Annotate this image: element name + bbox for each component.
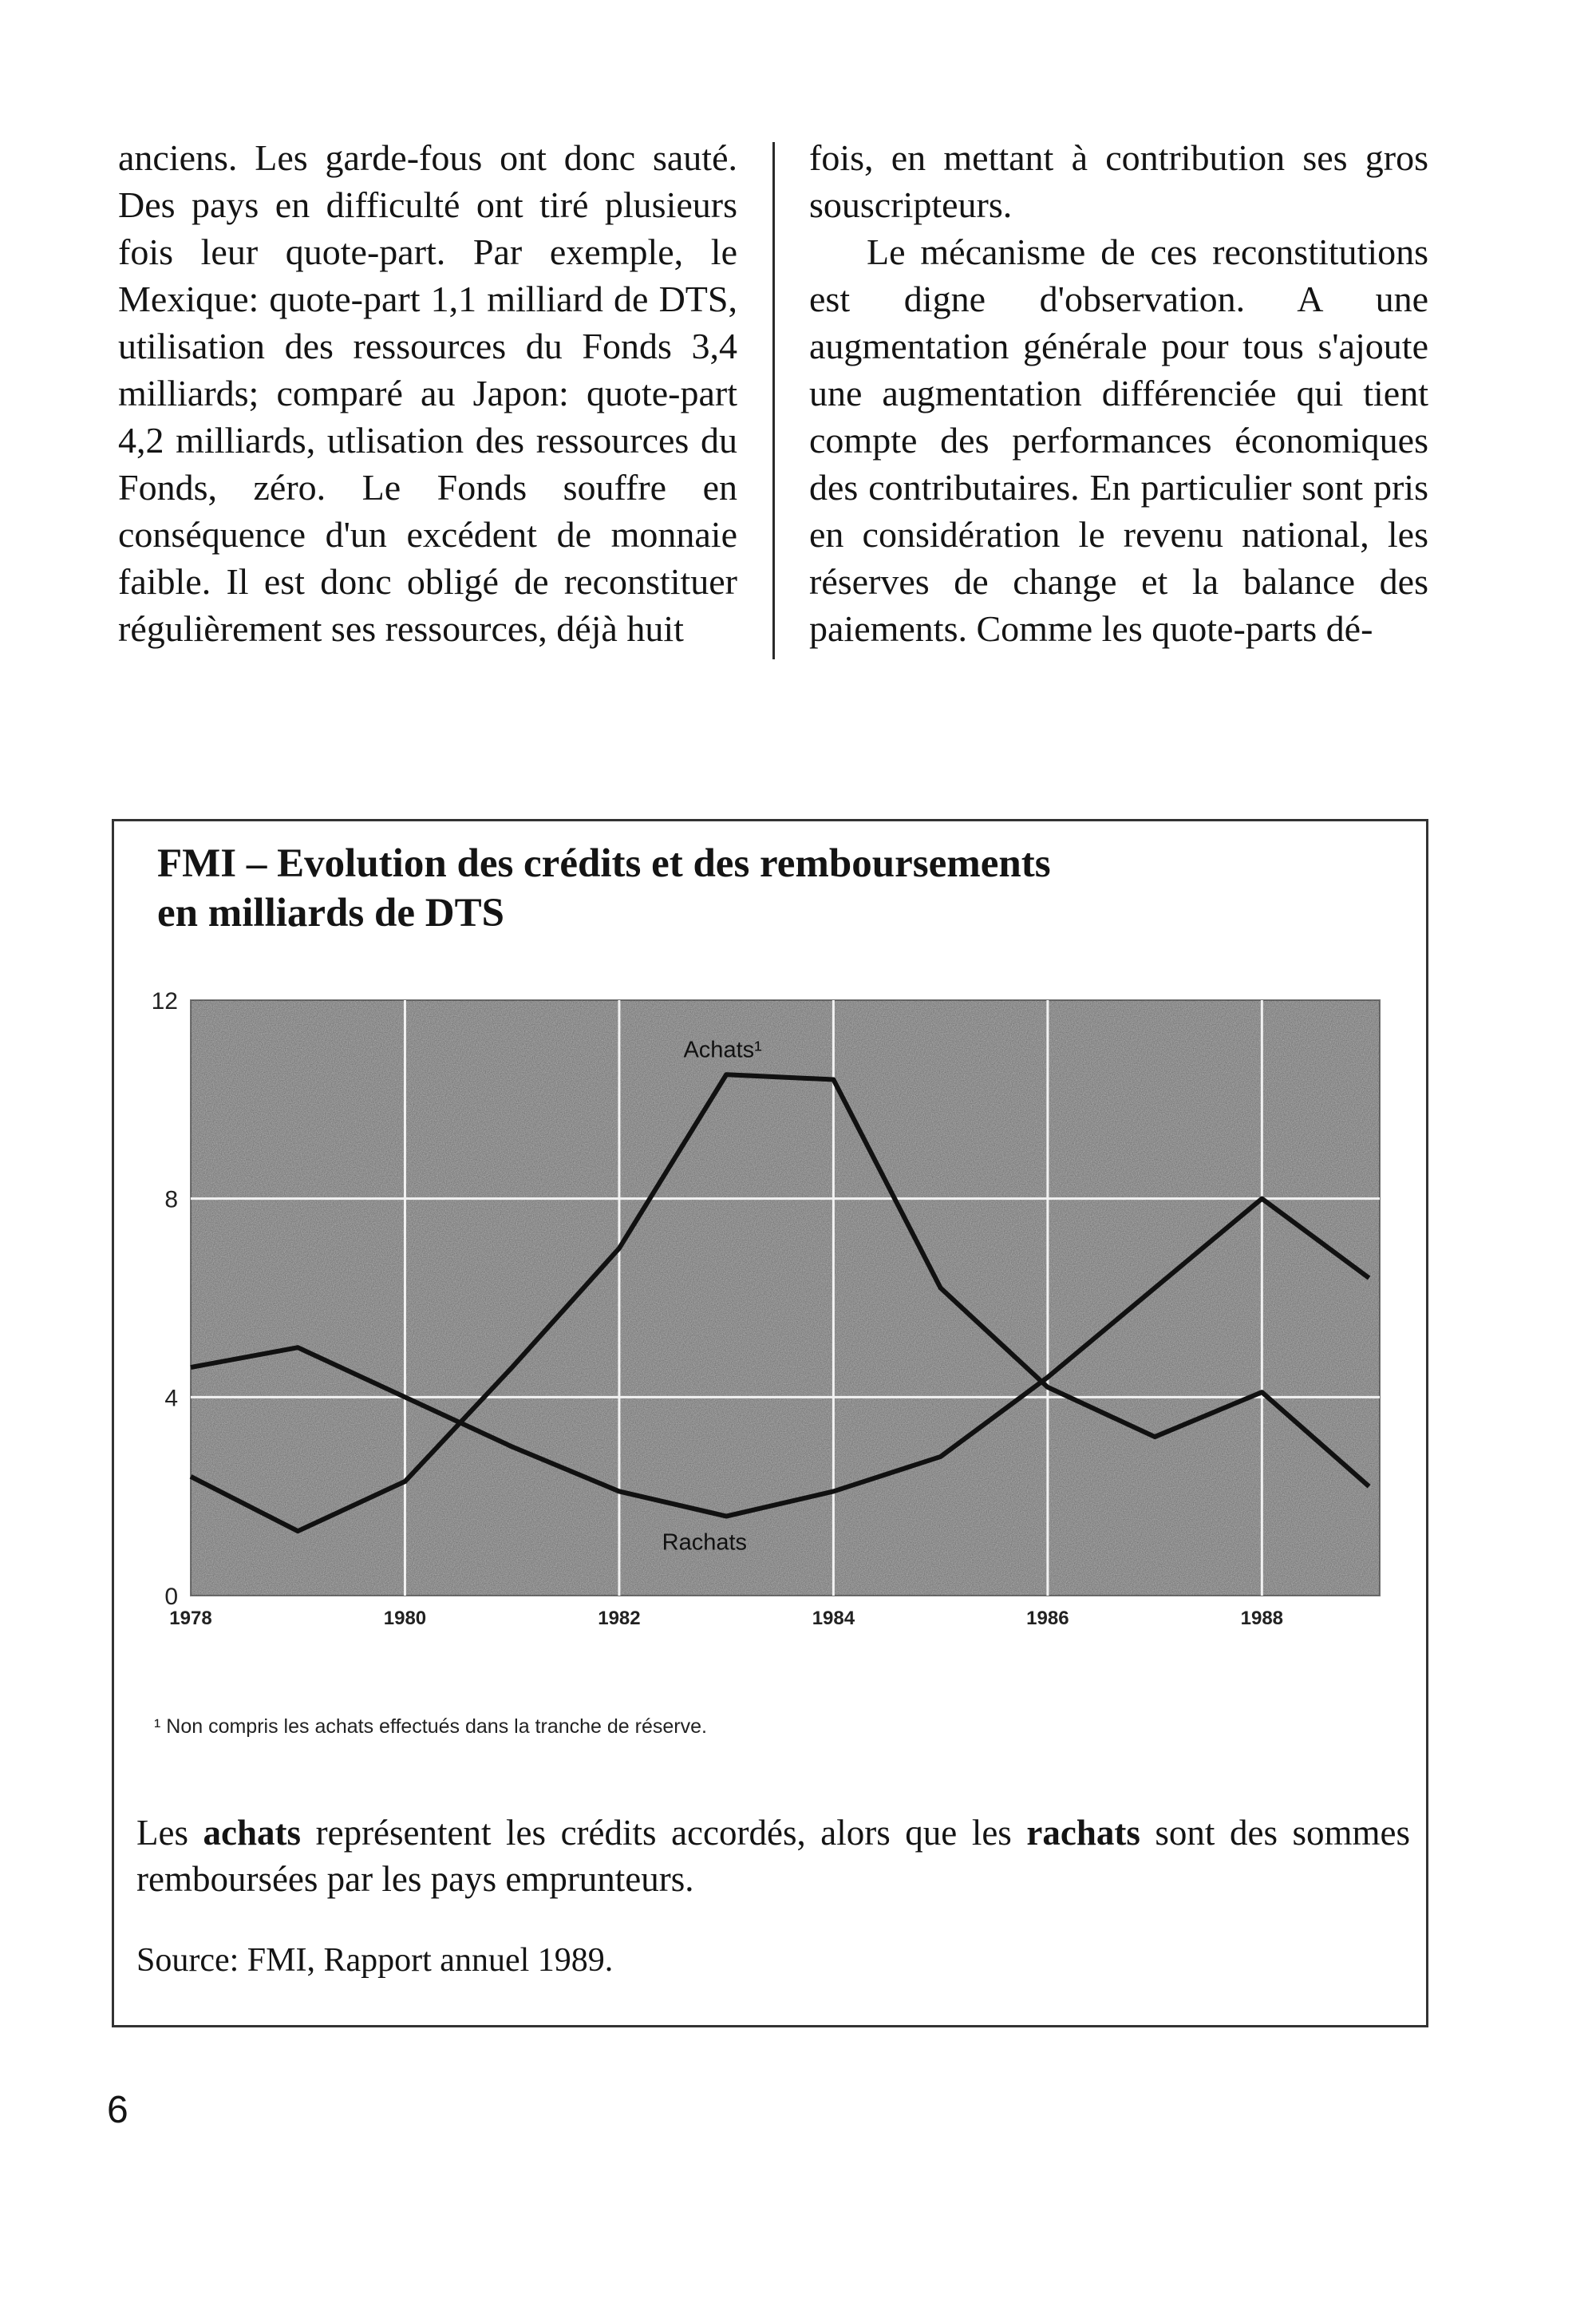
caption-term-achats: achats [203, 1813, 302, 1853]
right-text-column [809, 134, 1428, 652]
left-text-column [118, 134, 737, 652]
y-tick-label: 0 [164, 1584, 178, 1610]
x-tick-label: 1986 [1026, 1608, 1069, 1629]
line-chart [114, 821, 1426, 1699]
page-number: 6 [107, 2089, 128, 2131]
y-tick-label: 8 [164, 1186, 178, 1213]
chart-box [112, 819, 1428, 2027]
chart-caption [136, 1810, 1410, 1902]
series-label-2: Rachats [662, 1529, 748, 1556]
chart-footnote: ¹ Non compris les achats effectués dans la tranche de réserve. [154, 1715, 707, 1738]
right-column-paragraph-2: Le mécanisme de ces reconstitutions est digne d'observation. A une augmentation générale pour tous s'ajoute une augmentation différenciée qui tient compte des performances économiques des contributaires. En particulier sont pris en considération le revenu national, les réserves de change et la balance des paiements. Comme les quote-parts dé- [809, 231, 1428, 649]
right-column-paragraph-1: fois, en mettant à contribution ses gros souscripteurs. [809, 137, 1428, 225]
x-tick-label: 1988 [1240, 1608, 1284, 1629]
caption-term-rachats: rachats [1026, 1813, 1140, 1853]
caption-part-1: Les [136, 1813, 188, 1853]
x-tick-label: 1984 [812, 1608, 855, 1629]
y-tick-label: 12 [151, 988, 178, 1015]
chart-source: Source: FMI, Rapport annuel 1989. [136, 1942, 614, 1979]
x-tick-label: 1978 [169, 1608, 212, 1629]
y-axis-tick-labels [152, 988, 178, 1610]
chart-title-line-2: en milliards de DTS [157, 891, 504, 935]
x-tick-label: 1982 [598, 1608, 641, 1629]
plot-texture [191, 1000, 1380, 1596]
x-tick-label: 1980 [383, 1608, 427, 1629]
caption-part-2: représentent les crédits accordés, alors que les [315, 1813, 1012, 1853]
series-label-1: Achats¹ [683, 1037, 762, 1063]
caption-part-3: sont des sommes remboursées par les pays emprunteurs. [136, 1813, 1411, 1899]
column-divider [772, 142, 775, 659]
left-column-paragraph: anciens. Les garde-fous ont donc sauté. Des pays en difficulté ont tiré plusieurs fois leur quote-part. Par exemple, le Mexique: quote-part 1,1 milliard de DTS, utilisation des ressources du Fonds 3,4 milliards; comparé au Japon: quote-part 4,2 milliards, utlisation des ressources du Fonds, zéro. Le Fonds souffre en conséquence d'un excédent de monnaie faible. Il est donc obligé de reconstituer régulièrement ses ressources, déjà huit [118, 137, 737, 649]
y-tick-label: 4 [164, 1385, 178, 1412]
chart-title-line-1: FMI – Evolution des crédits et des remboursements [157, 841, 1051, 886]
x-axis-tick-labels [169, 1608, 1283, 1629]
